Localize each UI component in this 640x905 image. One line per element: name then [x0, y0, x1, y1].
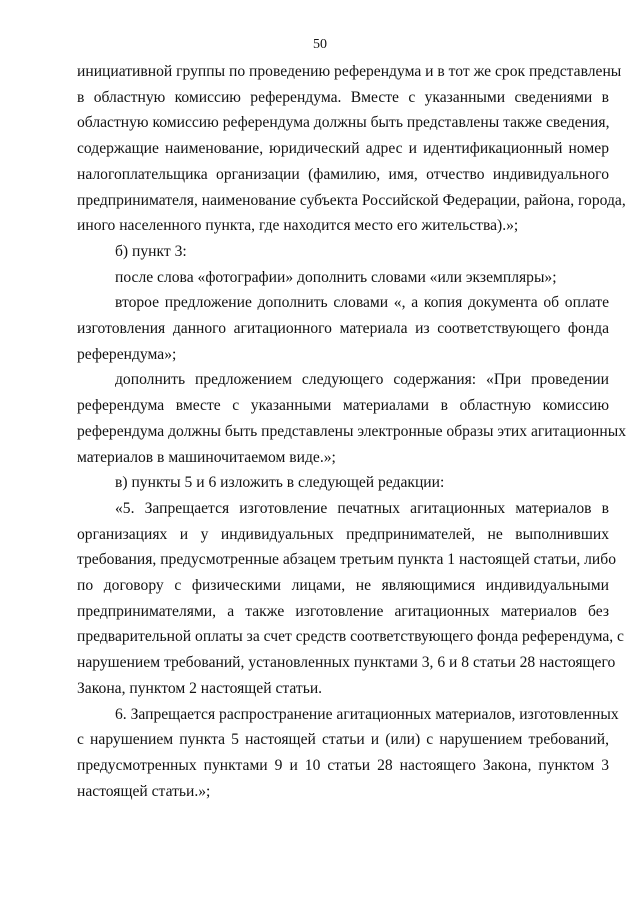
text-line: инициативной группы по проведению референдума и в тот же срок представлены: [77, 63, 622, 80]
text-line: областную комиссию референдума должны быть представлены также сведения,: [77, 114, 610, 132]
text-line: по договору с физическими лицами, не являющимися индивидуальными: [77, 577, 609, 594]
text-line: в областную комиссию референдума. Вместе с указанными сведениями в: [77, 88, 609, 106]
text-line: Закона, пунктом 2 настоящей статьи.: [77, 679, 323, 697]
text-line: с нарушением пункта 5 настоящей статьи и (или) с нарушением требований,: [77, 731, 609, 749]
text-line: иного населенного пункта, где находится место его жительства).»;: [77, 217, 519, 235]
text-line: налогоплательщика организации (фамилию, имя, отчество индивидуального: [77, 165, 609, 183]
text-line: «5. Запрещается изготовление печатных агитационных материалов в: [115, 499, 609, 517]
text-line: содержащие наименование, юридический адрес и идентификационный номер: [77, 140, 609, 158]
text-line: референдума вместе с указанными материалами в областную комиссию: [77, 397, 609, 415]
text-line: предпринимателя, наименование субъекта Российской Федерации, района, города,: [77, 191, 626, 209]
text-line: организациях и у индивидуальных предпринимателей, не выполнивших: [77, 525, 609, 543]
text-line: б) пункт 3:: [115, 242, 187, 260]
text-line: предпринимателями, а также изготовление агитационных материалов без: [77, 602, 609, 620]
text-line: нарушением требований, установленных пунктами 3, 6 и 8 статьи 28 настоящего: [77, 654, 616, 672]
text-line: референдума»;: [77, 345, 177, 363]
text-line: дополнить предложением следующего содержания: «При проведении: [115, 371, 609, 389]
text-line: 6. Запрещается распространение агитационных материалов, изготовленных: [115, 705, 619, 723]
text-line: изготовления данного агитационного материала из соответствующего фонда: [77, 320, 609, 337]
text-line: предусмотренных пунктами 9 и 10 статьи 28 настоящего Закона, пунктом 3: [77, 756, 609, 774]
text-line: референдума должны быть представлены электронные образы этих агитационных: [77, 422, 627, 440]
text-line: предварительной оплаты за счет средств соответствующего фонда референдума, с: [77, 628, 624, 646]
text-line: настоящей статьи.»;: [77, 782, 211, 800]
text-line: материалов в машиночитаемом виде.»;: [77, 448, 336, 466]
text-line: после слова «фотографии» дополнить словами «или экземпляры»;: [115, 268, 557, 286]
page-number: 50: [313, 37, 327, 52]
text-line: требования, предусмотренные абзацем третьим пункта 1 настоящей статьи, либо: [77, 551, 616, 569]
text-line: второе предложение дополнить словами «, а копия документа об оплате: [115, 294, 609, 312]
text-line: в) пункты 5 и 6 изложить в следующей редакции:: [115, 474, 445, 492]
